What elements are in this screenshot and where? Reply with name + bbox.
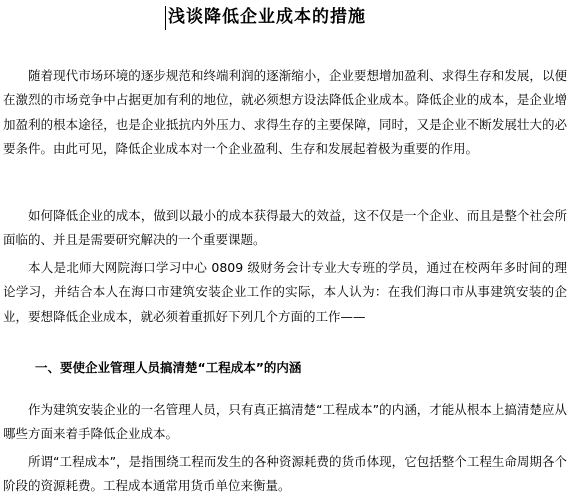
document-title: 浅谈降低企业成本的措施 (168, 7, 366, 27)
paragraph-question: 如何降低企业的成本，做到以最小的成本获得最大的效益，这不仅是一个企业、而且是整个社会所面临的、并且是需要研究解决的一个重要课题。 (3, 208, 567, 248)
section-heading: 一、要使企业管理人员搞清楚“工程成本”的内涵 (35, 360, 302, 375)
text-cursor (165, 6, 166, 30)
paragraph-section-2: 所谓“工程成本”，是指围绕工程而发生的各种资源耗费的货币体现，它包括整个工程生命周期各个阶段的资源耗费。工程成本通常用货币单位来衡量。 (3, 454, 567, 494)
paragraph-author: 本人是北师大网院海口学习中心 0809 级财务会计专业大专班的学员，通过在校两年多时间的理论学习，并结合本人在海口市建筑安装企业工作的实际，本人认为：在我们海口市从事建筑安装的企业，要想降低企业成本，就必须着重抓好下列几个方面的工作—— (3, 260, 567, 324)
paragraph-intro: 随着现代市场环境的逐步规范和终端利润的逐渐缩小，企业要想增加盈利、求得生存和发展，以便在激烈的市场竞争中占据更加有利的地位，就必须想方设法降低企业成本。降低企业的成本，是企业增加盈利的根本途径，也是企业抵抗内外压力、求得生存的主要保障，同时，又是企业不断发展壮大的必要条件。由此可见，降低企业成本对一个企业盈利、生存和发展起着极为重要的作用。 (3, 68, 567, 157)
paragraph-section-1: 作为建筑安装企业的一名管理人员，只有真正搞清楚“工程成本”的内涵，才能从根本上搞清楚应从哪些方面来着手降低企业成本。 (3, 402, 567, 442)
